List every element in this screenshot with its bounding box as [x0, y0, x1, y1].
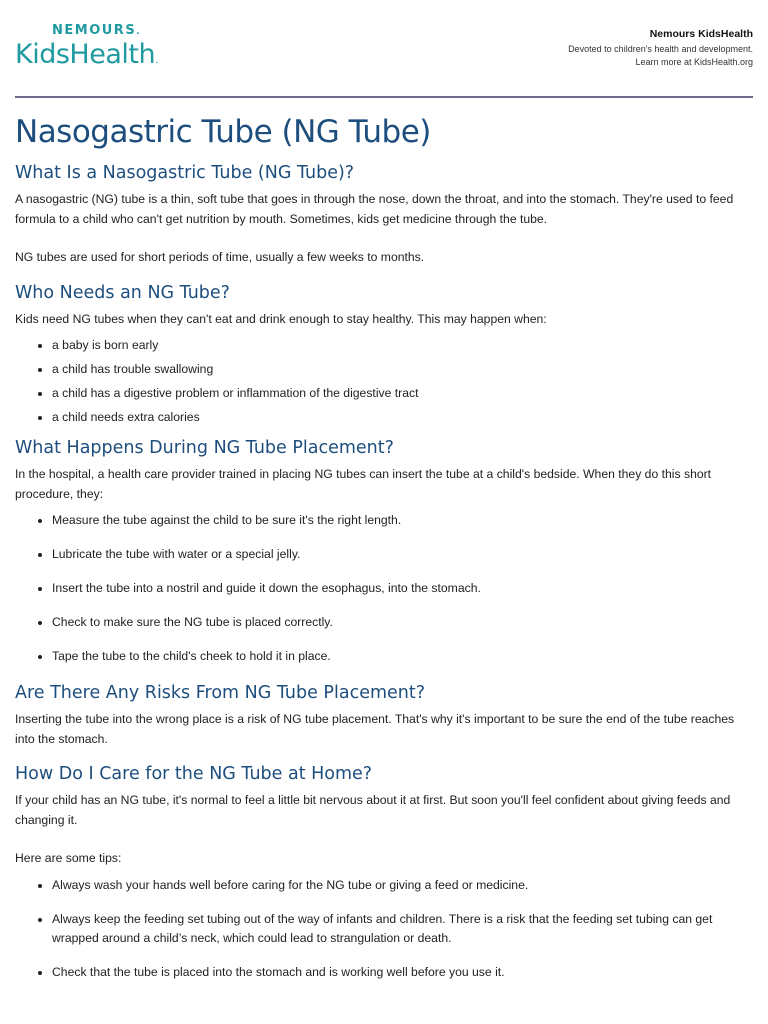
paragraph: In the hospital, a health care provider trained in placing NG tubes can insert the tube at a child's bedside. When they do this short procedure, they:: [15, 467, 712, 501]
section-heading-care: How Do I Care for the NG Tube at Home?: [15, 764, 373, 784]
logo-kidshealth-text: KidsHealth.: [15, 39, 158, 70]
list-item: • Insert the tube into a nostril and guide it down the esophagus, into the stomach.: [52, 579, 753, 598]
page-title: Nasogastric Tube (NG Tube): [15, 114, 431, 150]
section-heading-placement: What Happens During NG Tube Placement?: [15, 438, 394, 458]
paragraph: If your child has an NG tube, it's normal to feel a little bit nervous about it at first. But soon you'll feel confident about giving feeds and changing it.: [15, 793, 731, 827]
placement-list: [15, 511, 753, 666]
paragraph: Here are some tips:: [15, 851, 122, 865]
section-heading-who: Who Needs an NG Tube?: [15, 282, 230, 303]
list-item: • Lubricate the tube with water or a special jelly.: [52, 545, 753, 564]
header-tagline-1: Devoted to children's health and development.: [568, 44, 753, 54]
paragraph: NG tubes are used for short periods of time, usually a few weeks to months.: [15, 250, 425, 264]
list-item: • a child needs extra calories: [52, 408, 753, 427]
list-item: • a child has trouble swallowing: [52, 360, 753, 379]
list-item: • Check that the tube is placed into the stomach and is working well before you use it.: [52, 963, 753, 982]
list-item: • a child has a digestive problem or inflammation of the digestive tract: [52, 384, 753, 403]
care-tips-list: [15, 876, 753, 982]
list-item: • Check to make sure the NG tube is placed correctly.: [52, 613, 753, 632]
paragraph: Kids need NG tubes when they can't eat and drink enough to stay healthy. This may happen when:: [15, 311, 547, 326]
list-item: • Always wash your hands well before caring for the NG tube or giving a feed or medicine.: [52, 876, 753, 895]
article-body: [15, 160, 753, 997]
paragraph: Inserting the tube into the wrong place is a risk of NG tube placement. That's why it's important to be sure the end of the tube reaches into the stomach.: [15, 712, 735, 746]
list-item: • a baby is born early: [52, 336, 753, 355]
list-item: • Always keep the feeding set tubing out of the way of infants and children. There is a risk that the feeding set tubing can get wrapped around a child’s neck, which could lead to strangulation or death.: [52, 910, 753, 948]
header-info: [568, 27, 753, 69]
who-list: [15, 336, 753, 427]
logo-nemours-text: NEMOURS.: [52, 23, 142, 38]
section-heading-risks: Are There Any Risks From NG Tube Placement?: [15, 683, 426, 703]
document-page: [15, 0, 753, 979]
paragraph: A nasogastric (NG) tube is a thin, soft tube that goes in through the nose, down the throat, and into the stomach. They're used to feed formula to a child who can't get nutrition by mouth. Sometimes, kids get medicine through the tube.: [15, 192, 734, 226]
header-brand: Nemours KidsHealth: [649, 28, 753, 40]
list-item: • Measure the tube against the child to be sure it's the right length.: [52, 511, 753, 530]
page-header: [15, 0, 753, 98]
header-tagline-2: Learn more at KidsHealth.org: [635, 57, 753, 67]
kidshealth-logo: [15, 24, 158, 76]
section-heading-what: What Is a Nasogastric Tube (NG Tube)?: [15, 163, 355, 183]
list-item: • Tape the tube to the child's cheek to hold it in place.: [52, 647, 753, 666]
